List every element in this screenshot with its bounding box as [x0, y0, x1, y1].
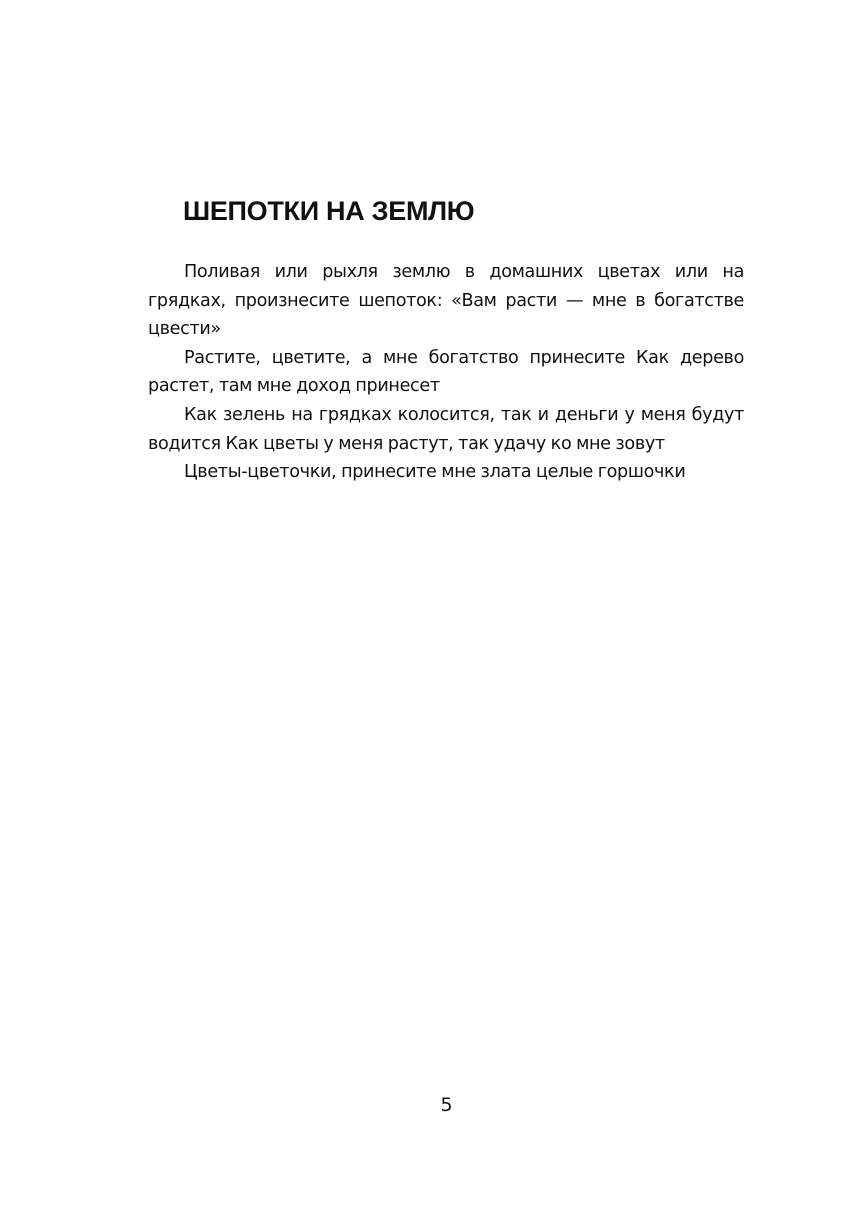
paragraph-1: Поливая или рыхля землю в домашних цветах или на грядках, произнесите шепоток: «Вам расти — мне в богатстве цвести» [148, 262, 744, 340]
paragraph-3: Как зелень на грядках колосится, так и деньги у меня будут водится Как цветы у меня растут, так удачу ко мне зовут [148, 404, 744, 454]
page-title: ШЕПОТКИ НА ЗЕМЛЮ [183, 196, 475, 226]
paragraph-2: Растите, цветите, а мне богатство принесите Как дерево растет, там мне доход принесет [148, 347, 744, 397]
body-text [148, 258, 744, 487]
page-number: 5 [440, 1094, 453, 1116]
paragraph-4: Цветы-цветочки, принесите мне злата целые горшочки [184, 462, 686, 483]
